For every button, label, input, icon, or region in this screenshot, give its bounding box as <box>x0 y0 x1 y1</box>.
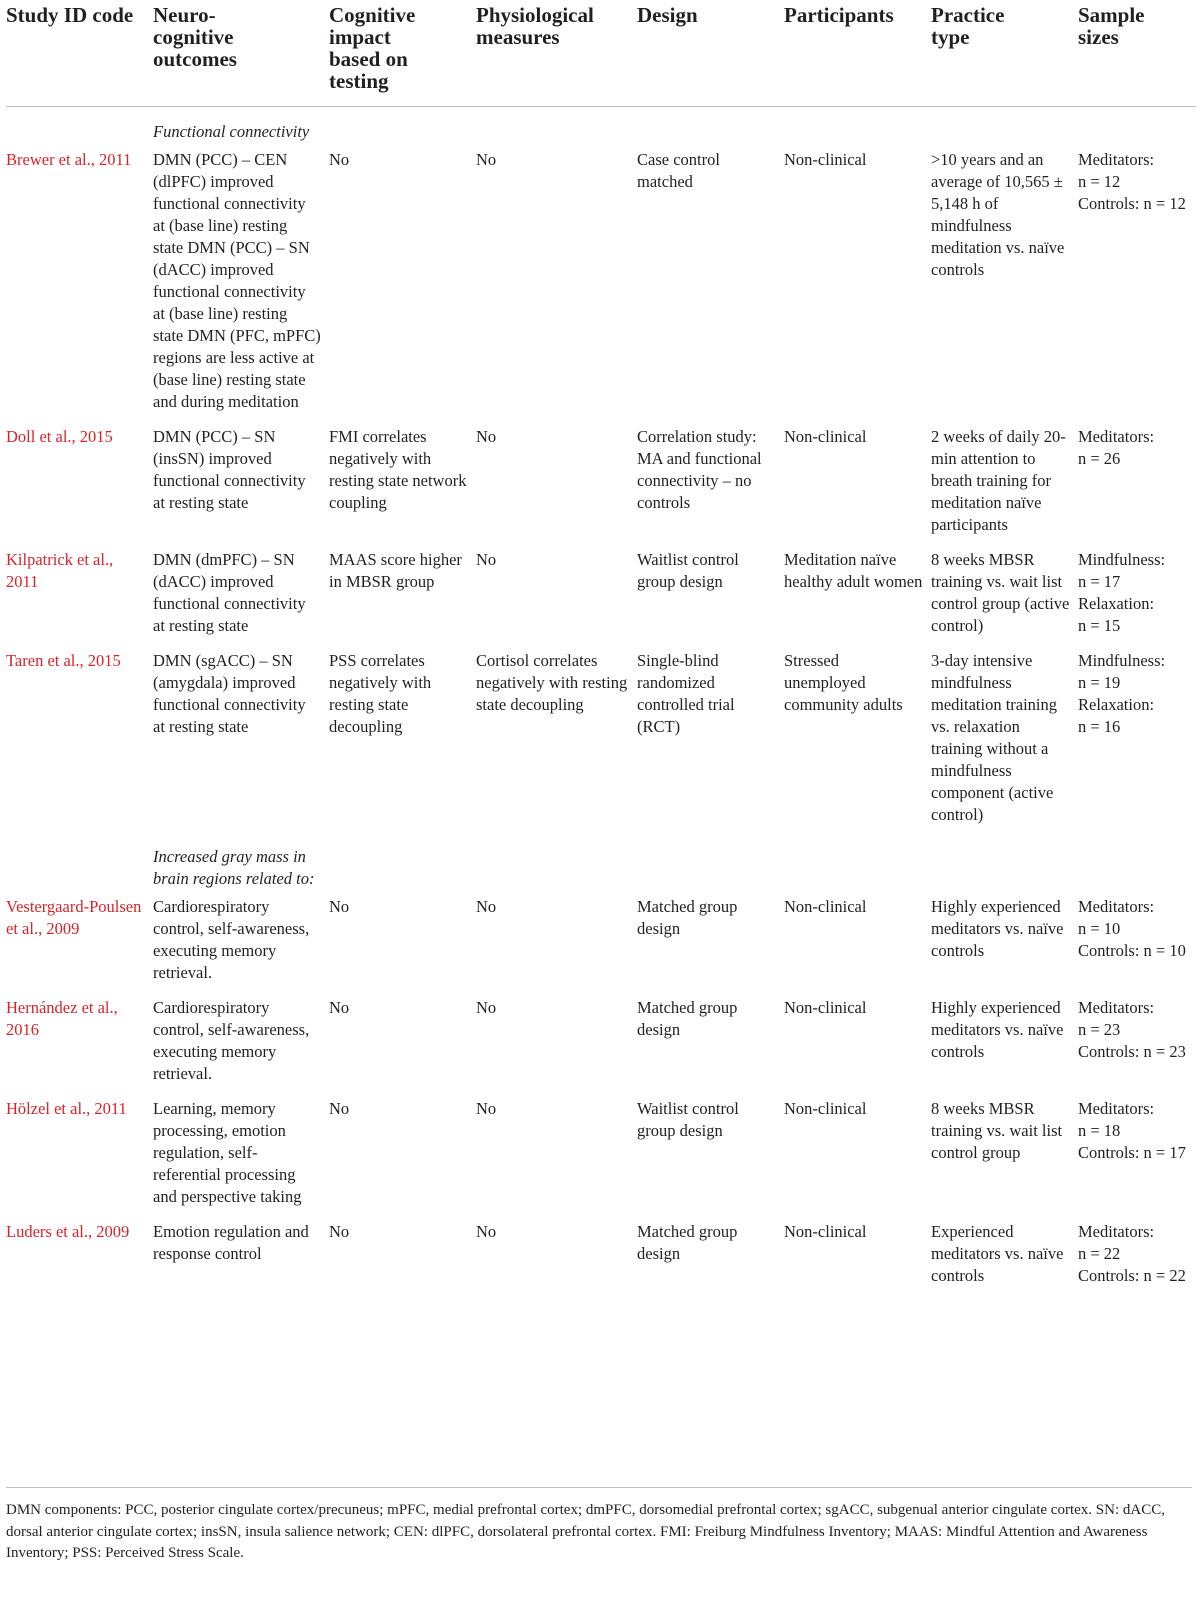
sample-line: Controls: n = 17 <box>1078 1143 1186 1162</box>
header-physiological <box>476 0 637 107</box>
sample-line: n = 19 <box>1078 673 1121 692</box>
cognitive-cell: MAAS score higher in MBSR group <box>329 550 462 591</box>
sample-line: n = 16 <box>1078 717 1121 736</box>
sample-cell <box>1078 542 1196 643</box>
participants-cell: Non-clinical <box>784 427 867 446</box>
table-row <box>6 419 1196 542</box>
table-row <box>6 1091 1196 1214</box>
sample-line: Mindfulness: <box>1078 651 1166 670</box>
sample-line: Meditators: <box>1078 1099 1155 1118</box>
practice-cell: Highly experienced meditators vs. naïve controls <box>931 998 1064 1061</box>
section-header-functional: Functional connectivity <box>153 122 310 141</box>
cognitive-cell: FMI correlates negatively with resting state network coupling <box>329 427 467 512</box>
table-row <box>6 145 1196 419</box>
practice-cell: Highly experienced meditators vs. naïve controls <box>931 897 1064 960</box>
sample-line: n = 22 <box>1078 1244 1121 1263</box>
outcomes-cell: DMN (sgACC) – SN (amygdala) improved functional connectivity at resting state <box>153 651 306 736</box>
section-header-gray-matter: Increased gray mass in brain regions related to: <box>153 847 315 888</box>
sample-line: n = 23 <box>1078 1020 1121 1039</box>
physio-cell: No <box>476 1222 497 1241</box>
physio-cell: Cortisol correlates negatively with resting state decoupling <box>476 651 628 714</box>
design-cell: Matched group design <box>637 1222 738 1263</box>
participants-cell: Meditation naïve healthy adult women <box>784 550 923 591</box>
sample-line: n = 12 <box>1078 172 1121 191</box>
header-cognitive-impact-text: Cognitive impact based on testing <box>329 3 416 93</box>
study-table-container <box>6 0 1196 1293</box>
sample-line: Controls: n = 12 <box>1078 194 1186 213</box>
cognitive-cell: PSS correlates negatively with resting state decoupling <box>329 651 432 736</box>
sample-line: n = 26 <box>1078 449 1121 468</box>
practice-cell: 3-day intensive mindfulness meditation training vs. relaxation training without a mindfulness component (active control) <box>931 651 1058 824</box>
sample-cell <box>1078 145 1196 419</box>
sample-cell <box>1078 1214 1196 1293</box>
sample-line: n = 10 <box>1078 919 1121 938</box>
header-neuro-outcomes-text: Neuro-cognitive outcomes <box>153 3 237 71</box>
sample-line: n = 15 <box>1078 616 1121 635</box>
practice-cell: 8 weeks MBSR training vs. wait list control group <box>931 1099 1063 1162</box>
study-table <box>6 0 1196 1293</box>
cognitive-cell: No <box>329 150 350 169</box>
sample-line: Relaxation: <box>1078 594 1155 613</box>
participants-cell: Non-clinical <box>784 1099 867 1118</box>
participants-cell: Non-clinical <box>784 998 867 1017</box>
study-link[interactable]: Hölzel et al., 2011 <box>6 1099 127 1118</box>
section-header-row <box>6 107 1196 146</box>
participants-cell: Stressed unemployed community adults <box>784 651 903 714</box>
design-cell: Single-blind randomized controlled trial (RCT) <box>637 651 735 736</box>
sample-line: Meditators: <box>1078 998 1155 1017</box>
cognitive-cell: No <box>329 998 350 1017</box>
sample-line: n = 18 <box>1078 1121 1121 1140</box>
design-cell: Matched group design <box>637 998 738 1039</box>
sample-cell <box>1078 419 1196 542</box>
participants-cell: Non-clinical <box>784 897 867 916</box>
practice-cell: 8 weeks MBSR training vs. wait list control group (active control) <box>931 550 1070 635</box>
table-row <box>6 990 1196 1091</box>
study-link[interactable]: Taren et al., 2015 <box>6 651 121 670</box>
sample-cell <box>1078 643 1196 832</box>
header-neuro-outcomes <box>153 0 329 107</box>
design-cell: Correlation study: MA and functional connectivity – no controls <box>637 427 762 512</box>
sample-line: Meditators: <box>1078 427 1155 446</box>
participants-cell: Non-clinical <box>784 150 867 169</box>
table-header-row <box>6 0 1196 107</box>
table-footnote: DMN components: PCC, posterior cingulate cortex/precuneus; mPFC, medial prefrontal cortex; dmPFC, dorsomedial prefrontal cortex; sgACC, subgenual anterior cingulate cortex. SN: dACC, dorsal anterior cingulate cortex; insSN, insula salience network; CEN: dlPFC, dorsolateral prefrontal cortex. FMI: Freiburg Mindfulness Inventory; MAAS: Mindful Attention and Awareness Inventory; PSS: Perceived Stress Scale. <box>6 1487 1192 1565</box>
design-cell: Waitlist control group design <box>637 550 739 591</box>
participants-cell: Non-clinical <box>784 1222 867 1241</box>
header-sample-sizes: Sample sizes <box>1078 3 1145 49</box>
sample-line: Relaxation: <box>1078 695 1155 714</box>
outcomes-cell: DMN (dmPFC) – SN (dACC) improved functional connectivity at resting state <box>153 550 306 635</box>
practice-cell: 2 weeks of daily 20-min attention to breath training for meditation naïve participants <box>931 427 1066 534</box>
physio-cell: No <box>476 550 497 569</box>
sample-line: Mindfulness: <box>1078 550 1166 569</box>
sample-line: n = 17 <box>1078 572 1121 591</box>
sample-line: Controls: n = 10 <box>1078 941 1186 960</box>
table-row <box>6 643 1196 832</box>
physio-cell: No <box>476 998 497 1017</box>
sample-line: Controls: n = 22 <box>1078 1266 1186 1285</box>
cognitive-cell: No <box>329 1222 350 1241</box>
table-row <box>6 542 1196 643</box>
outcomes-cell: Cardiorespiratory control, self-awareness, executing memory retrieval. <box>153 897 310 982</box>
header-practice-type-text: Practice type <box>931 3 1005 49</box>
study-link[interactable]: Hernández et al., 2016 <box>6 998 118 1039</box>
physio-cell: No <box>476 150 497 169</box>
header-study-id: Study ID code <box>6 3 134 27</box>
section-header-row <box>6 832 1196 892</box>
physio-cell: No <box>476 427 497 446</box>
cognitive-cell: No <box>329 1099 350 1118</box>
outcomes-cell: Emotion regulation and response control <box>153 1222 309 1263</box>
sample-line: Meditators: <box>1078 1222 1155 1241</box>
physio-cell: No <box>476 897 497 916</box>
study-link[interactable]: Vestergaard-Poulsen et al., 2009 <box>6 897 142 938</box>
table-row <box>6 1214 1196 1293</box>
outcomes-cell: Learning, memory processing, emotion regulation, self-referential processing and perspective taking <box>153 1099 302 1206</box>
header-design: Design <box>637 3 698 27</box>
sample-cell <box>1078 1091 1196 1214</box>
design-cell: Matched group design <box>637 897 738 938</box>
physio-cell: No <box>476 1099 497 1118</box>
study-link[interactable]: Luders et al., 2009 <box>6 1222 130 1241</box>
cognitive-cell: No <box>329 897 350 916</box>
sample-line: Meditators: <box>1078 897 1155 916</box>
header-cognitive-impact <box>329 0 476 107</box>
sample-line: Meditators: <box>1078 150 1155 169</box>
study-link[interactable]: Doll et al., 2015 <box>6 427 113 446</box>
design-cell: Case control matched <box>637 150 720 191</box>
sample-cell <box>1078 990 1196 1091</box>
table-row <box>6 892 1196 990</box>
study-link[interactable]: Kilpatrick et al., 2011 <box>6 550 114 591</box>
practice-cell: Experienced meditators vs. naïve controls <box>931 1222 1064 1285</box>
sample-line: Controls: n = 23 <box>1078 1042 1186 1061</box>
practice-cell: >10 years and an average of 10,565 ± 5,148 h of mindfulness meditation vs. naïve controls <box>931 150 1065 279</box>
design-cell: Waitlist control group design <box>637 1099 739 1140</box>
header-participants: Participants <box>784 3 894 27</box>
outcomes-cell: DMN (PCC) – SN (insSN) improved functional connectivity at resting state <box>153 427 306 512</box>
study-link[interactable]: Brewer et al., 2011 <box>6 150 132 169</box>
sample-cell <box>1078 892 1196 990</box>
outcomes-cell: DMN (PCC) – CEN (dlPFC) improved functional connectivity at (base line) resting state DMN (PCC) – SN (dACC) improved functional connectivity at (base line) resting state DMN (PFC, mPFC) regions are less active at (base line) resting state and during meditation <box>153 150 321 411</box>
header-practice-type <box>931 0 1078 107</box>
outcomes-cell: Cardiorespiratory control, self-awareness, executing memory retrieval. <box>153 998 310 1083</box>
header-physiological-text: Physiological measures <box>476 3 594 49</box>
